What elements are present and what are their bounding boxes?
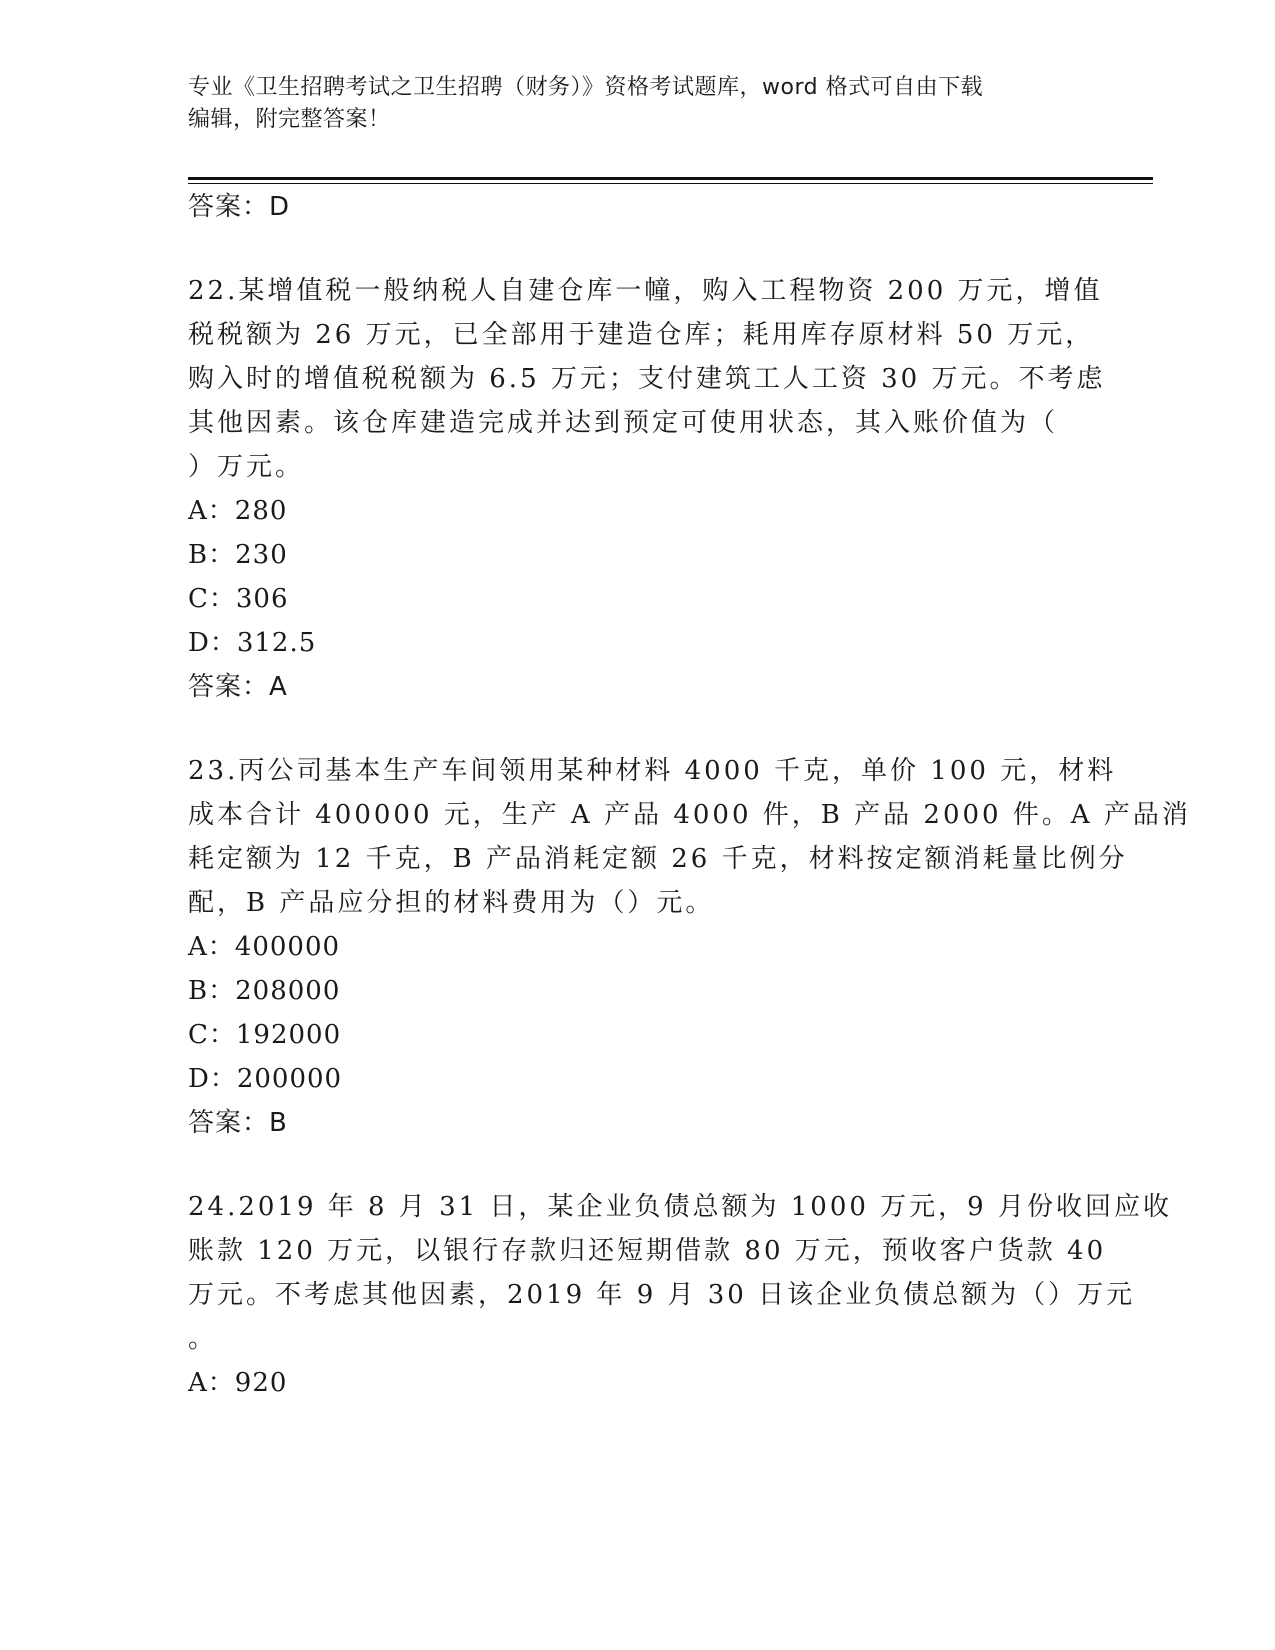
question-24-line-2: 账款 120 万元，以银行存款归还短期借款 80 万元，预收客户货款 40 (188, 1236, 1107, 1266)
question-24-line-1: 24.2019 年 8 月 31 日，某企业负债总额为 1000 万元，9 月份收回应收 (188, 1192, 1172, 1222)
header-rule-thick (188, 177, 1153, 180)
answer-previous: 答案：D (188, 192, 291, 222)
document-header (188, 72, 1088, 136)
question-22-line-3: 购入时的增值税税额为 6.5 万元；支付建筑工人工资 30 万元。不考虑 (188, 364, 1106, 394)
question-22-option-d: D：312.5 (188, 628, 317, 658)
header-line-2: 编辑，附完整答案！ (188, 107, 391, 132)
question-22-option-a: A：280 (188, 496, 288, 526)
question-23-option-a: A：400000 (188, 932, 341, 962)
question-23-line-2: 成本合计 400000 元，生产 A 产品 4000 件，B 产品 2000 件。A 产品消 (188, 800, 1191, 830)
question-22-line-1: 22.某增值税一般纳税人自建仓库一幢，购入工程物资 200 万元，增值 (188, 276, 1103, 306)
question-22-answer: 答案：A (188, 672, 288, 702)
question-22-line-4: 其他因素。该仓库建造完成并达到预定可使用状态，其入账价值为（ (188, 408, 1059, 438)
question-23-line-3: 耗定额为 12 千克，B 产品消耗定额 26 千克，材料按定额消耗量比例分 (188, 844, 1128, 874)
question-23-answer: 答案：B (188, 1108, 288, 1138)
question-22-line-2: 税税额为 26 万元，已全部用于建造仓库；耗用库存原材料 50 万元， (188, 320, 1095, 350)
question-22-option-c: C：306 (188, 584, 289, 614)
question-24-option-a: A：920 (188, 1368, 288, 1398)
question-23-option-b: B：208000 (188, 976, 341, 1006)
header-rule-thin (188, 183, 1153, 184)
question-22-line-5: ）万元。 (188, 452, 305, 482)
question-22-option-b: B：230 (188, 540, 288, 570)
question-24-line-4: 。 (188, 1324, 218, 1354)
header-line-1: 专业《卫生招聘考试之卫生招聘（财务）》资格考试题库，word 格式可自由下载 (188, 75, 984, 100)
question-23-option-d: D：200000 (188, 1064, 343, 1094)
question-23-line-1: 23.丙公司基本生产车间领用某种材料 4000 千克，单价 100 元，材料 (188, 756, 1117, 786)
question-24-line-3: 万元。不考虑其他因素，2019 年 9 月 30 日该企业负债总额为（）万元 (188, 1280, 1136, 1310)
question-23-line-4: 配，B 产品应分担的材料费用为（）元。 (188, 888, 715, 918)
question-23-option-c: C：192000 (188, 1020, 342, 1050)
